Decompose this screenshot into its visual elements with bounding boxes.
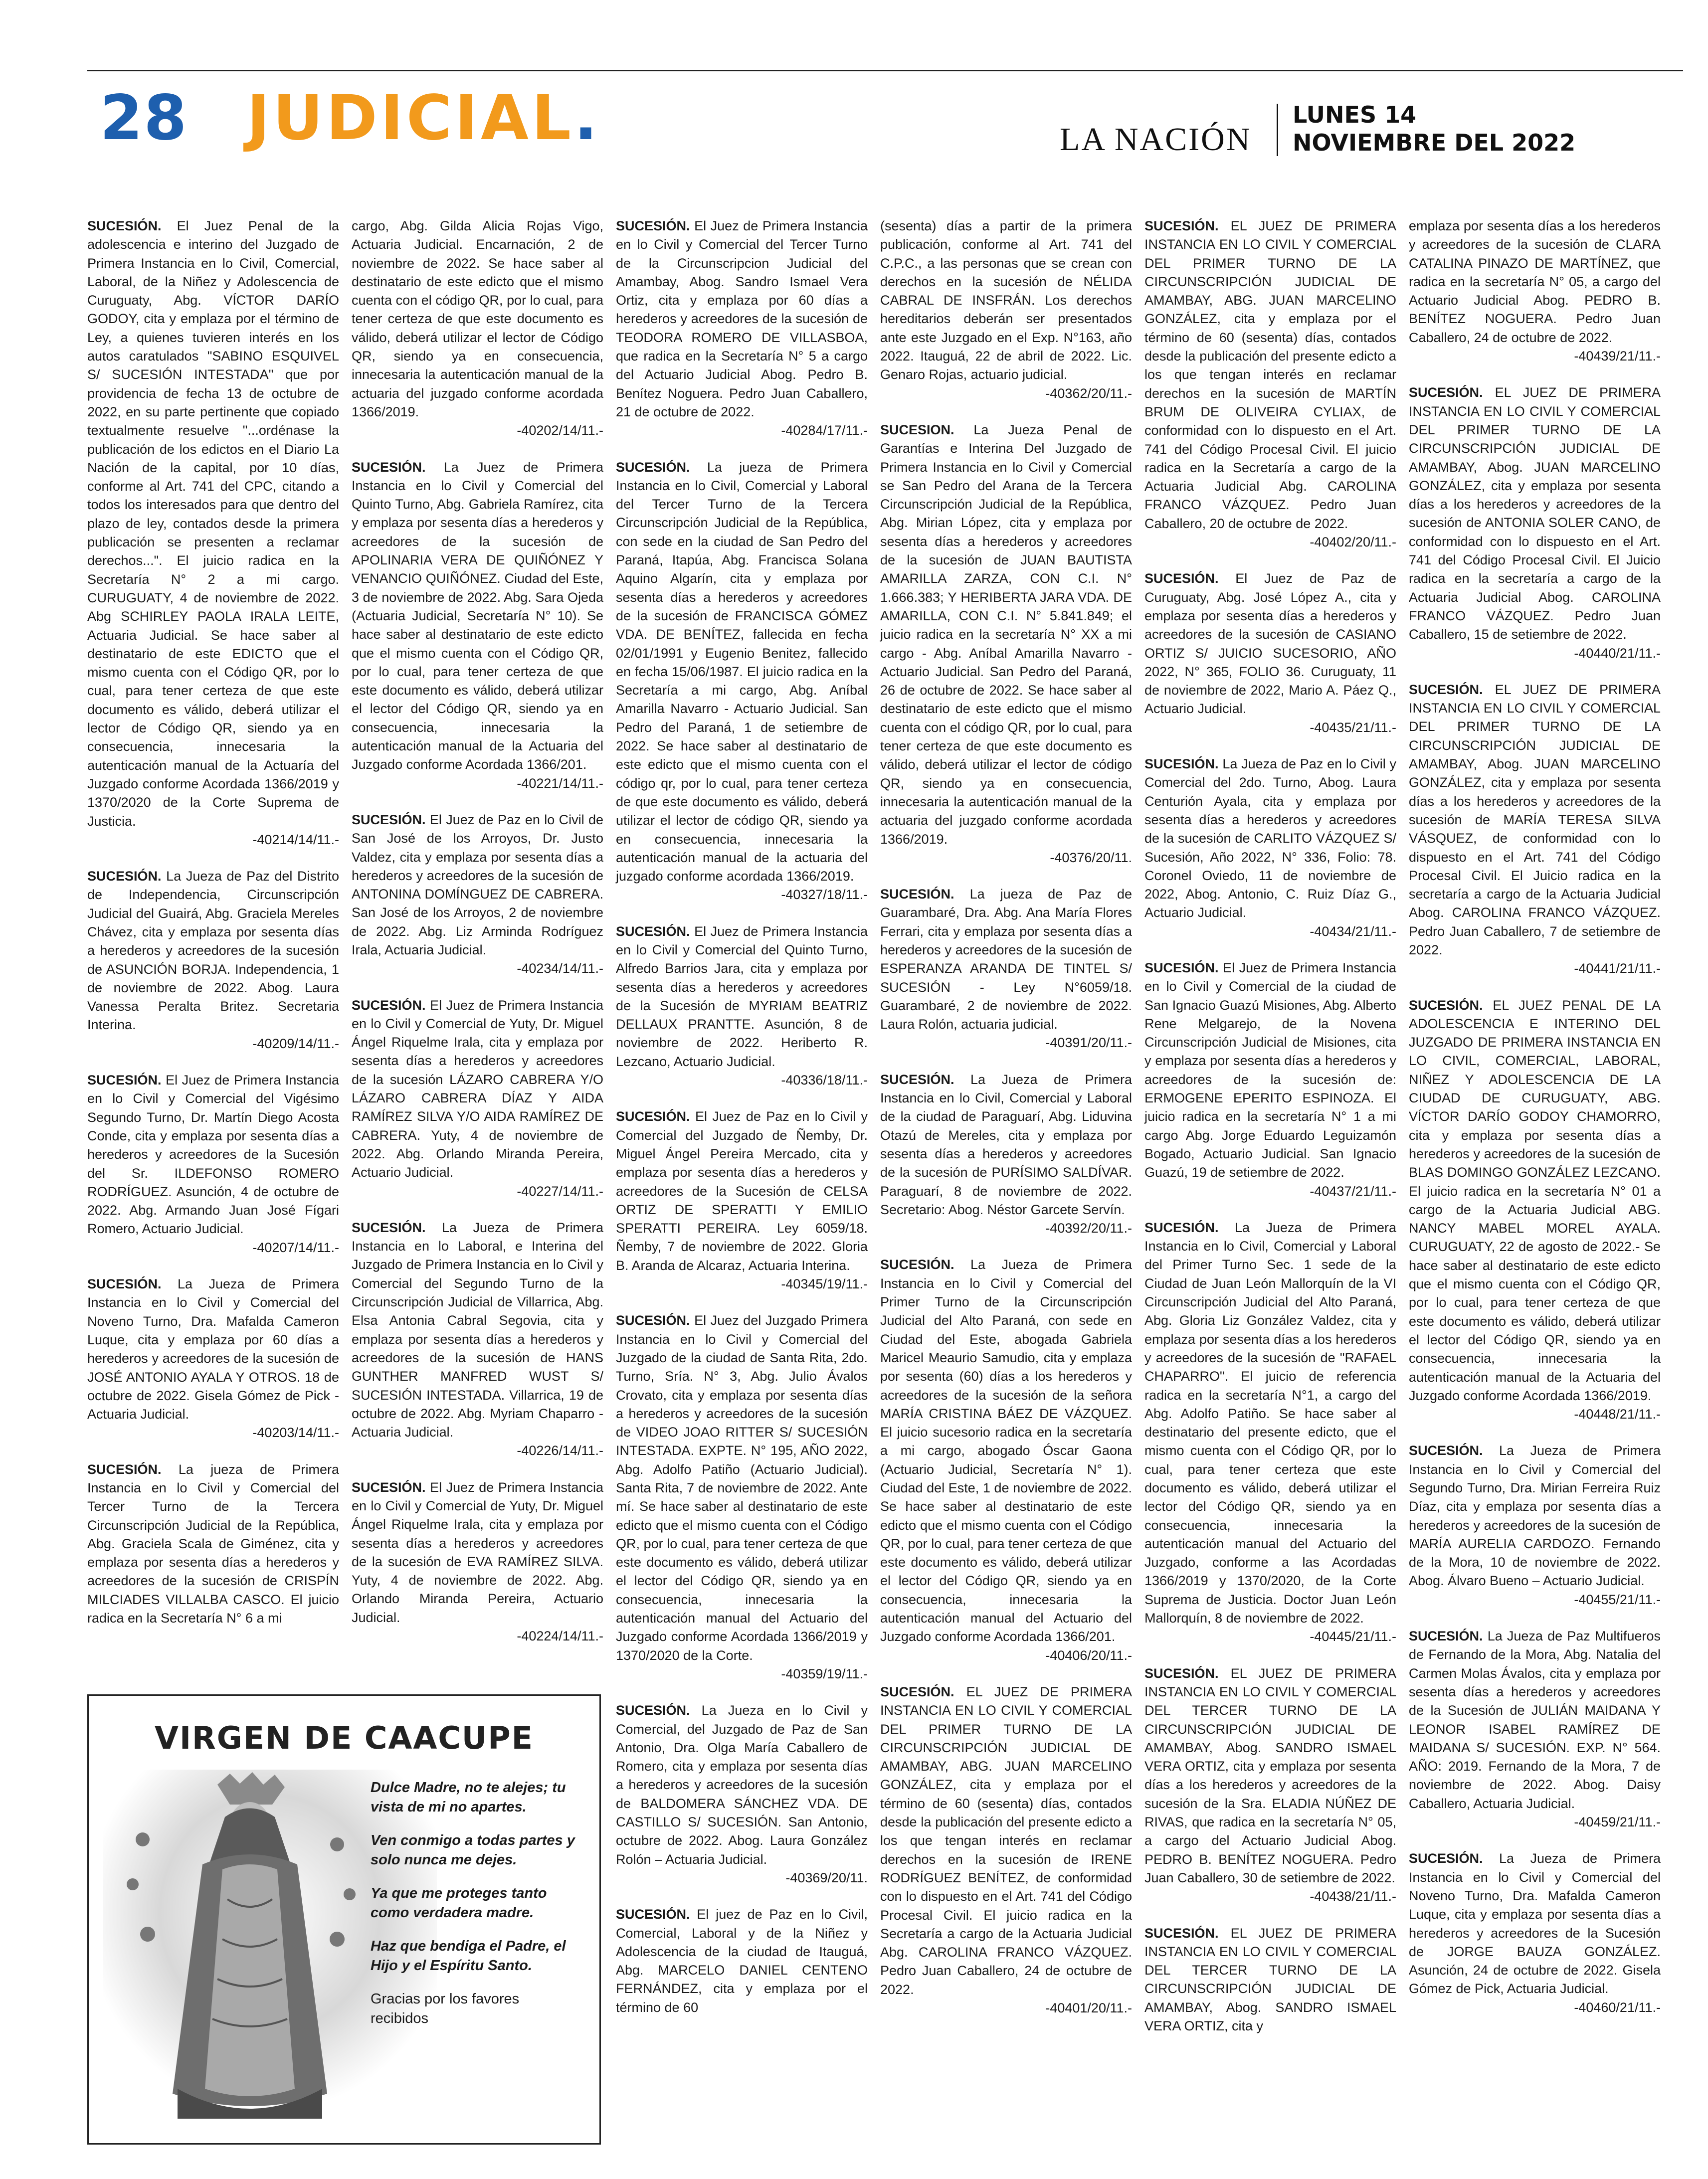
edict-notice [1409, 1849, 1661, 2017]
section-name: JUDICIAL [247, 82, 574, 154]
notice-heading: SUCESIÓN. [880, 1072, 954, 1087]
notice-heading: SUCESION. [880, 422, 954, 437]
notice-body: El Juez de Primera Instancia en lo Civil y Comercial del Tercer Turno de la Circunscripcion Judicial del Amambay, Abog. Sandro Ismael Vera Ortiz, cita y emplaza por 60 días a herederos y acreedores de la sucesión de TEODORA ROMERO DE VILLASBOA, que radica en la Secretaría N° 5 a cargo del Actuario Judicial Abog. Pedro B. Benítez Noguera. Pedro Juan Caballero, 21 de octubre de 2022. [616, 218, 868, 419]
edict-notice [1144, 959, 1396, 1201]
prayer-box [87, 1694, 601, 2145]
notice-code: -40440/21/11.- [1574, 645, 1661, 661]
notice-code: -40227/14/11.- [517, 1183, 603, 1199]
notice-code: -40441/21/11.- [1574, 961, 1661, 976]
notice-body: EL JUEZ DE PRIMERA INSTANCIA EN LO CIVIL Y COMERCIAL DEL TERCER TURNO DE LA CIRCUNSCRIPCIÓN JUDICIAL DE AMAMBAY, Abog. SANDRO ISMAEL VERA ORTIZ, cita y [1144, 1925, 1396, 2034]
notice-heading: SUCESIÓN. [616, 923, 690, 939]
notice-heading: SUCESIÓN. [616, 1907, 690, 1922]
notice-heading: SUCESIÓN. [87, 1276, 162, 1292]
edict-notice [1144, 1924, 1396, 2036]
notice-body: La Jueza de Primera Instancia en lo Civil y Comercial del Noveno Turno, Dra. Mafalda Cameron Luque, cita y emplaza por sesenta días a herederos y acreedores de la Sucesión de JORGE BAUZA GONZÁLEZ. Asunción, 24 de octubre de 2022. Gisela Gómez de Pick, Actuaria Judicial. [1409, 1851, 1661, 1997]
edict-notice [1409, 681, 1661, 978]
notice-body: El Juez de Primera Instancia en lo Civil y Comercial del Vigésimo Segundo Turno, Dr. Martín Diego Acosta Conde, cita y emplaza por sesenta días a herederos y acreedores de la Sucesión del Sr. ILDEFONSO ROMERO RODRÍGUEZ. Asunción, 4 de octubre de 2022. Abg. Armando Juan José Fígari Romero, Actuario Judicial. [87, 1073, 339, 1237]
edict-notice [616, 1311, 868, 1683]
page-number: 28 [100, 82, 188, 154]
edict-notice [880, 885, 1132, 1053]
notice-body: EL JUEZ DE PRIMERA INSTANCIA EN LO CIVIL Y COMERCIAL DEL PRIMER TURNO DE LA CIRCUNSCRIPCIÓN JUDICIAL DE AMAMBAY, Abog. JUAN MARCELINO GONZÁLEZ, cita y emplaza por sesenta días a los herederos y acreedores de la sucesión de MARÍA TERESA SILVA VÁSQUEZ, de conformidad con lo dispuesto en el Art. 741 del Código Procesal Civil. El Juicio radica en la secretaría a cargo de la Actuaria Judicial Abog. CAROLINA FRANCO VÁZQUEZ. Pedro Juan Caballero, 7 de setiembre de 2022. [1409, 682, 1661, 957]
column-4 [880, 217, 1132, 2035]
notice-code: -40406/20/11.- [1045, 1647, 1132, 1663]
notice-heading: SUCESIÓN. [1144, 756, 1219, 772]
notice-code: -40402/20/11.- [1310, 535, 1396, 550]
edict-notice [616, 1905, 868, 2017]
edict-notice [616, 922, 868, 1090]
notice-heading: SUCESIÓN. [616, 1109, 690, 1124]
edict-notice [87, 867, 339, 1053]
notice-code: -40345/19/11.- [781, 1276, 868, 1292]
notice-code: -40226/14/11.- [517, 1443, 603, 1458]
notice-body: EL JUEZ DE PRIMERA INSTANCIA EN LO CIVIL Y COMERCIAL DEL PRIMER TURNO DE LA CIRCUNSCRIPCIÓN JUDICIAL DE AMAMBAY, Abog. JUAN MARCELINO GONZÁLEZ, cita y emplaza por sesenta días a los herederos y acreedores de la sucesión de ANTONIA SOLER CANO, de conformidad con lo dispuesto en el Art. 741 del Código Procesal Civil. El Juicio radica en la secretaría a cargo de la Actuaria Judicial Abog. CAROLINA FRANCO VÁZQUEZ. Pedro Juan Caballero, 15 de setiembre de 2022. [1409, 385, 1661, 642]
edict-notice [1409, 217, 1661, 365]
notice-body: El Juez de Paz de Curuguaty, Abg. José López A., cita y emplaza por sesenta días a herederos y acreedores de la sucesión de CASIANO ORTIZ S/ JUICIO SUCESORIO, AÑO 2022, N° 365, FOLIO 36. Curuguaty, 11 de noviembre de 2022, Mario A. Páez Q., Actuario Judicial. [1144, 571, 1396, 717]
column-5 [1144, 217, 1396, 2053]
notice-body: emplaza por sesenta días a los herederos y acreedores de la sucesión de CLARA CATALINA PINAZO DE MARTÍNEZ, que radica en la secretaría N° 05, a cargo del Actuario Judicial Abog. PEDRO B. BENÍTEZ NOGUERA. Pedro Juan Caballero, 24 de octubre de 2022. [1409, 218, 1661, 345]
notice-heading: SUCESIÓN. [352, 997, 426, 1013]
notice-heading: SUCESIÓN. [616, 218, 690, 233]
edict-notice [352, 811, 603, 978]
edict-notice [616, 1107, 868, 1293]
notice-heading: SUCESIÓN. [352, 459, 426, 475]
masthead-divider [1277, 104, 1278, 156]
notice-code: -40327/18/11.- [781, 887, 868, 903]
edict-notice [880, 421, 1132, 867]
notice-code: -40455/21/11.- [1574, 1592, 1661, 1607]
notice-body: EL JUEZ DE PRIMERA INSTANCIA EN LO CIVIL Y COMERCIAL DEL PRIMER TURNO DE LA CIRCUNSCRIPCIÓN JUDICIAL DE AMAMBAY, ABG. JUAN MARCELINO GONZÁLEZ, cita y emplaza por el término de 60 (sesenta) días, contados desde la publicación del presente edicto a los que tengan interés en reclamar derechos en la sucesión de MARTÍN BRUM DE OLIVEIRA CYLIAX, de conformidad con lo dispuesto en el Art. 741 del Código Procesal Civil. El juicio radica en la Secretaría a cargo de la Actuaria Judicial Abg. CAROLINA FRANCO VÁZQUEZ. Pedro Juan Caballero, 20 de octubre de 2022. [1144, 218, 1396, 531]
column-3 [616, 217, 868, 2035]
dateline [1293, 101, 1575, 157]
notice-body: El Juez de Paz en lo Civil y Comercial del Juzgado de Ñemby, Dr. Miguel Ángel Pereira Mercado, cita y emplaza por sesenta días a herederos y acreedores de la Sucesión de CELSA ORTIZ DE SPERATTI Y EMILIO SPERATTI PEREIRA. Ley 6059/18. Ñemby, 7 de noviembre de 2022. Gloria B. Aranda de Alcaraz, Actuaria Interina. [616, 1109, 868, 1273]
notice-body: La jueza de Primera Instancia en lo Civil y Comercial del Tercer Turno de la Tercera Circunscripción Judicial de la República, Abg. Graciela Scala de Giménez, cita y emplaza por sesenta días a herederos y acreedores de la sucesión de CRISPÍN MILCIADES VILLALBA CASCO. El juicio radica en la Secretaría N° 6 a mi [87, 1461, 339, 1626]
notice-code: -40207/14/11.- [252, 1240, 339, 1255]
notice-code: -40336/18/11.- [781, 1073, 868, 1088]
notice-code: -40369/20/11. [785, 1870, 868, 1885]
notice-body: La Jueza de Primera Instancia en lo Civil y Comercial del Primer Turno de la Circunscripción Judicial del Alto Paraná, con sede en Ciudad del Este, abogada Gabriela Maricel Meaurio Samudio, cita y emplaza por sesenta (60) días a los herederos y acreedores de la sucesión de la señora MARÍA CRISTINA BÁEZ DE VÁZQUEZ. El juicio sucesorio radica en la secretaría a mi cargo, abogado Óscar Gaona (Actuario Judicial, Secretaría N° 1). Ciudad del Este, 1 de noviembre de 2022. Se hace saber al destinatario de este edicto que el mismo cuenta con el Código QR, por lo cual, para tener certeza de que este documento es válido, deberá utilizar el lector del Código QR, siendo ya en consecuencia, innecesaria la autenticación manual del Actuario del Juzgado conforme Acordada 1366/201. [880, 1257, 1132, 1644]
notice-body: La jueza de Paz de Guarambaré, Dra. Abg. Ana María Flores Ferrari, cita y emplaza por sesenta días a herederos y acreedores de la sucesión de ESPERANZA ARANDA DE TINTEL S/ SUCESIÓN - Ley N°6059/18. Guarambaré, 2 de noviembre de 2022. Laura Rolón, actuaria judicial. [880, 887, 1132, 1032]
notice-heading: SUCESIÓN. [880, 1257, 954, 1272]
edict-notice [880, 1071, 1132, 1238]
notice-heading: SUCESIÓN. [1144, 1220, 1219, 1235]
notice-heading: SUCESIÓN. [1409, 682, 1483, 697]
notice-code: -40224/14/11.- [517, 1629, 603, 1644]
column-6 [1409, 217, 1661, 2035]
notice-heading: SUCESIÓN. [1144, 571, 1219, 586]
notice-heading: SUCESIÓN. [87, 218, 162, 233]
notice-body: La Jueza de Primera Instancia en lo Civil, Comercial y Laboral del Primer Turno Sec. 1 sede de la Ciudad de Juan León Mallorquín de la VI Circunscripción Judicial del Alto Paraná, Abg. Gloria Liz González Valdez, cita y emplaza por sesenta días a los herederos y acreedores de la sucesión de "RAFAEL CHAPARRO". El juicio de referencia radica en la secretaría N°1, a cargo del Abg. Adolfo Patiño. Se hace saber al destinatario del presente edicto, que el mismo cuenta con el Código QR, por lo cual, para tener certeza que este documento es válido, deberá utilizar el lector del Código QR, siendo ya en consecuencia, innecesaria la autenticación manual del Actuario del Juzgado, conforme a las Acordadas 1366/2019 y 1370/2020, de la Corte Suprema de Justicia. Doctor Juan León Mallorquín, 8 de noviembre de 2022. [1144, 1220, 1396, 1626]
edict-notice [352, 1219, 603, 1460]
edict-notice [1409, 1627, 1661, 1831]
notice-body: La jueza de Primera Instancia en lo Civil, Comercial y Laboral del Tercer Turno de la Tercera Circunscripción Judicial de la República, con sede en la ciudad de San Pedro del Paraná, Itapúa, Abg. Francisca Solana Aquino Algarín, cita y emplaza por sesenta días a herederos y acreedores de la sucesión de FRANCISCA GÓMEZ VDA. DE BENÍTEZ, fallecida en fecha 02/01/1991 y Eugenio Benitez, fallecido en fecha 15/06/1987. El juicio radica en la Secretaría a mi cargo, Abg. Aníbal Amarilla Navarro - Actuario Judicial. San Pedro del Paraná, 1 de setiembre de 2022. Se hace saber al destinatario de este edicto que el mismo cuenta con el código qr, por lo cual, para tener certeza de que este documento es válido, deberá utilizar el lector de código QR, siendo ya en consecuencia, innecesaria la autenticación manual de la actuaria del juzgado conforme acordada 1366/2019. [616, 459, 868, 884]
edict-notice [616, 458, 868, 905]
notice-code: -40234/14/11.- [517, 961, 603, 976]
dateline-date: NOVIEMBRE DEL 2022 [1293, 129, 1576, 156]
edict-notice [880, 1683, 1132, 2017]
notice-body: La Jueza de Paz del Distrito de Independencia, Circunscripción Judicial del Guairá, Abg. Graciela Mereles Chávez, cita y emplaza por sesenta días a herederos y acreedores de la sucesión de ASUNCIÓN BORJA. Independencia, 1 de noviembre de 2022. Abog. Laura Vanessa Peralta Britez. Secretaria Interina. [87, 869, 339, 1033]
edict-notice [1144, 217, 1396, 551]
notice-body: EL JUEZ PENAL DE LA ADOLESCENCIA E INTERINO DEL JUZGADO DE PRIMERA INSTANCIA EN LO CIVIL, COMERCIAL, LABORAL, NIÑEZ Y ADOLESCENCIA DE LA CIUDAD DE CURUGUATY, ABG. VÍCTOR DARÍO GODOY CHAMORRO, cita y emplaza por sesenta días a herederos y acreedores de la sucesión de BLAS DOMINGO GONZÁLEZ LEZCANO. El juicio radica en la secretaría N° 01 a cargo de la Actuaria Judicial ABG. NANCY MABEL MOREL AYALA. CURUGUATY, 22 de agosto de 2022.- Se hace saber al destinatario de este edicto que el mismo cuenta con el Código QR, por lo cual, para tener certeza de que este documento es válido, deberá utilizar el lector del Código QR, siendo ya en consecuencia, innecesaria la autenticación manual de la Actuaria del Juzgado conforme Acordada 1366/2019. [1409, 997, 1661, 1403]
notice-code: -40445/21/11.- [1310, 1629, 1396, 1644]
notice-code: -40202/14/11.- [517, 423, 603, 438]
notice-heading: SUCESIÓN. [352, 1479, 426, 1495]
notice-body: El Juez de Paz en lo Civil de San José de los Arroyos, Dr. Justo Valdez, cita y emplaza por sesenta días a herederos y acreedores de la sucesión de ANTONINA DOMÍNGUEZ DE CABRERA. San José de los Arroyos, 2 de noviembre de 2022. Abg. Liz Arminda Rodríguez Irala, Actuaria Judicial. [352, 812, 603, 957]
edict-notice [87, 1071, 339, 1257]
notice-body: El Juez de Primera Instancia en lo Civil y Comercial de Yuty, Dr. Miguel Ángel Riquelme Irala, cita y emplaza por sesenta días a herederos y acreedores de la sucesión de EVA RAMÍREZ SILVA. Yuty, 4 de noviembre de 2022. Abg. Orlando Miranda Pereira, Actuario Judicial. [352, 1479, 603, 1625]
notice-heading: SUCESIÓN. [352, 1220, 426, 1235]
notice-code: -40435/21/11.- [1310, 720, 1396, 735]
edict-notice [87, 217, 339, 849]
prayer-thanks: Gracias por los favores recibidos [371, 1991, 520, 2026]
notice-code: -40448/21/11.- [1574, 1407, 1661, 1422]
notice-body: cargo, Abg. Gilda Alicia Rojas Vigo, Actuaria Judicial. Encarnación, 2 de noviembre de 2022. Se hace saber al destinatario de este edicto que el mismo cuenta con el código QR, por lo cual, para tener certeza de que este documento es válido, deberá utilizar el lector de Código QR, siendo ya en consecuencia, innecesaria la autenticación manual de la actuaria del juzgado conforme acordada 1366/2019. [352, 218, 603, 419]
prayer-title: VIRGEN DE CAACUPE [154, 1720, 534, 1756]
edict-notice [352, 1478, 603, 1646]
notice-code: -40401/20/11.- [1045, 2000, 1132, 2016]
prayer-text [371, 1778, 580, 2042]
edict-notice [352, 996, 603, 1201]
notice-body: EL JUEZ DE PRIMERA INSTANCIA EN LO CIVIL Y COMERCIAL DEL PRIMER TURNO DE LA CIRCUNSCRIPCIÓN JUDICIAL DE AMAMBAY, ABG. JUAN MARCELINO GONZÁLEZ, cita y emplaza por el término de 60 (sesenta) días, contados desde la publicación del presente edicto a los que tengan interés en reclamar derechos en la sucesión de IRENE RODRÍGUEZ BENÍTEZ, de conformidad con lo dispuesto en el Art. 741 del Código Procesal Civil. El juicio radica en la Secretaría a cargo de la Actuaria Judicial Abg. CAROLINA FRANCO VÁZQUEZ. Pedro Juan Caballero, 24 de octubre de 2022. [880, 1684, 1132, 1997]
section-title [247, 82, 601, 154]
notice-body: El Juez del Juzgado Primera Instancia en lo Civil y Comercial del Juzgado de la ciudad de Santa Rita, 2do. Turno, Sría. N° 3, Abg. Julio Ávalos Crovato, cita y emplaza por sesenta días a herederos y acreedores de la sucesión de VIDEO JOAO RITTER S/ SUCESIÓN INTESTADA. EXPTE. N° 195, AÑO 2022, Abg. Adolfo Patiño (Actuario Judicial). Santa Rita, 7 de noviembre de 2022. Ante mí. Se hace saber al destinatario de este edicto que el mismo cuenta con el Código QR, por lo cual, para tener certeza de que este documento es válido, deberá utilizar el lector del Código QR, siendo ya en consecuencia, innecesaria la autenticación manual del Actuario del Juzgado conforme Acordada 1366/2019 y 1370/2020 de la Corte. [616, 1313, 868, 1663]
notice-body: La Jueza de Primera Instancia en lo Civil y Comercial del Noveno Turno, Dra. Mafalda Cameron Luque, cita y emplaza por 60 días a herederos y acreedores de la sucesión de JOSÉ ANTONIO AYALA Y OTROS. 18 de octubre de 2022. Gisela Gómez de Pick - Actuaria Judicial. [87, 1276, 339, 1422]
edict-notice [352, 217, 603, 440]
notice-body: La Jueza en lo Civil y Comercial, del Juzgado de Paz de San Antonio, Dra. Olga María Caballero de Romero, cita y emplaza por sesenta días a herederos y acreedores de la sucesión de BALDOMERA SÁNCHEZ VDA. DE CASTILLO S/ SUCESIÓN. San Antonio, octubre de 2022. Abog. Laura González Rolón – Actuaria Judicial. [616, 1703, 868, 1867]
edict-notice [1409, 1442, 1661, 1609]
notice-heading: SUCESIÓN. [616, 459, 690, 475]
edict-notice [1409, 383, 1661, 662]
notice-body: La Jueza de Primera Instancia en lo Civil y Comercial del Segundo Turno, Dra. Mirian Ferreira Ruiz Díaz, cita y emplaza por sesenta días a herederos y acreedores de la sucesión de MARÍA AURELIA CARDOZO. Fernando de la Mora, 10 de noviembre de 2022. Abog. Álvaro Bueno – Actuario Judicial. [1409, 1443, 1661, 1589]
notice-code: -40439/21/11.- [1574, 349, 1661, 364]
notice-body: El juez de Paz en lo Civil, Comercial, Laboral y de la Niñez y Adolescencia de la ciudad de Itauguá, Abg. MARCELO DANIEL CENTENO FERNÁNDEZ, cita y emplaza por el término de 60 [616, 1907, 868, 2015]
notice-body: El Juez de Primera Instancia en lo Civil y Comercial de la ciudad de San Ignacio Guazú Misiones, Abg. Alberto Rene Melgarejo, de la Novena Circunscripción Judicial de Misiones, cita y emplaza por sesenta días a herederos y acreedores de la sucesión de: ERMOGENE EPERITO ESPINOZA. El juicio radica en la secretaría N° 1 a mi cargo Abg. Jorge Eduardo Leguizamón Bogado, Actuario Judicial. San Ignacio Guazú, 19 de setiembre de 2022. [1144, 960, 1396, 1180]
notice-heading: SUCESIÓN. [87, 1073, 162, 1088]
edict-notice [880, 217, 1132, 403]
notice-code: -40392/20/11.- [1045, 1221, 1132, 1236]
edict-notice [352, 458, 603, 793]
notice-body: El Juez Penal de la adolescencia e interino del Juzgado de Primera Instancia en lo Civil, Comercial, Laboral, de la Niñez y Adolescencia de Curuguaty, Abg. VÍCTOR DARÍO GODOY, cita y emplaza por el término de Ley, a quienes tuvieren interés en los autos caratulados "SABINO ESQUIVEL S/ SUCESIÓN INTESTADA" que por providencia de fecha 13 de octubre de 2022, en su parte pertinente que copiado textualmente resuelve "...ordénase la publicación de los edictos en el Diario La Nación de la capital, por 10 días, conforme al Art. 741 del CPC, citando a todos los interesados para que dentro del plazo de ley, contados desde la primera publicación se presenten a reclamar derechos...". El juicio radica en la Secretaría N° 2 a mi cargo. CURUGUATY, 4 de noviembre de 2022. Abg SCHIRLEY PAOLA IRALA LEITE, Actuaria Judicial. Se hace saber al destinatario de este EDICTO que el mismo cuenta con el Código QR, por lo cual, para tener certeza de que este documento es válido, deberá utilizar el lector de Código QR, siendo ya en consecuencia, innecesaria la autenticación manual de la Actuaría del Juzgado conforme Acordada 1366/2019 y 1370/2020 de la Corte Suprema de Justicia. [87, 218, 339, 829]
notice-body: La Jueza Penal de Garantías e Interina Del Juzgado de Primera Instancia en lo Civil y Comercial se San Pedro del Arana de la Tercera Circunscripción Judicial de la República, Abg. Mirian López, cita y emplaza por sesenta días a herederos y acreedores de la sucesión de JUAN BAUTISTA AMARILLA ZARZA, CON C.I. N° 1.666.383; Y HERIBERTA JARA VDA. DE AMARILLA, CON C.I. N° 5.841.849; el juicio radica en la secretaría N° XX a mi cargo - Abg. Aníbal Amarilla Navarro - Actuario Judicial. San Pedro del Paraná, 26 de octubre de 2022. Se hace saber al destinatario de este edicto que el mismo cuenta con el código QR, por lo cual, para tener certeza de que este documento es válido, deberá utilizar el lector de código QR, siendo ya en consecuencia, innecesaria la autenticación manual de la actuaria del juzgado conforme acordada 1366/2019. [880, 422, 1132, 847]
notice-body: EL JUEZ DE PRIMERA INSTANCIA EN LO CIVIL Y COMERCIAL DEL TERCER TURNO DE LA CIRCUNSCRIPCIÓN JUDICIAL DE AMAMBAY, Abog. SANDRO ISMAEL VERA ORTIZ, cita y emplaza por sesenta días a los herederos y acreedores de la sucesión de la Sra. ELADIA NÚÑEZ DE RIVAS, que radica en la secretaría N° 05, a cargo del Actuario Judicial Abog. PEDRO B. BENÍTEZ NOGUERA. Pedro Juan Caballero, 30 de setiembre de 2022. [1144, 1665, 1396, 1885]
column-1 [87, 217, 339, 1673]
edict-notice [1144, 755, 1396, 941]
prayer-stanza: Ya que me proteges tanto como verdadera madre. [371, 1885, 547, 1921]
edict-notice [1144, 1219, 1396, 1646]
notice-heading: SUCESIÓN. [616, 1313, 690, 1328]
column-2 [352, 217, 603, 1663]
dateline-day: LUNES 14 [1293, 101, 1417, 128]
notice-heading: SUCESIÓN. [352, 812, 426, 827]
notice-heading: SUCESIÓN. [880, 1684, 954, 1699]
edict-notice [1144, 569, 1396, 737]
edict-notice [616, 217, 868, 440]
notice-heading: SUCESIÓN. [616, 1703, 690, 1718]
notice-heading: SUCESIÓN. [1409, 997, 1483, 1013]
notice-code: -40438/21/11.- [1310, 1889, 1396, 1904]
edict-notice [1409, 996, 1661, 1424]
notice-heading: SUCESIÓN. [880, 887, 954, 902]
notice-body: La Jueza de Primera Instancia en lo Laboral, e Interina del Juzgado de Primera Instancia en lo Civil y Comercial del Segundo Turno de la Circunscripción Judicial de Villarrica, Abg. Elsa Antonia Cabral Segovia, cita y emplaza por sesenta días a herederos y acreedores de la sucesión de HANS GUNTHER MANFRED WUST S/ SUCESIÓN INTESTADA. Villarrica, 19 de octubre de 2022. Abg. Myriam Chaparro - Actuaria Judicial. [352, 1220, 603, 1440]
notice-code: -40203/14/11.- [252, 1425, 339, 1441]
prayer-stanza: Haz que bendiga el Padre, el Hijo y el Espíritu Santo. [371, 1938, 566, 1974]
notice-code: -40214/14/11.- [252, 832, 339, 847]
notice-heading: SUCESIÓN. [1144, 1665, 1219, 1681]
notice-heading: SUCESIÓN. [1144, 1925, 1219, 1941]
edict-notice [616, 1701, 868, 1887]
notice-body: La Jueza de Paz Multifueros de Fernando de la Mora, Abg. Natalia del Carmen Molas Ávalos, cita y emplaza por sesenta días a herederos y acreedores de la Sucesión de JULIÁN MAIDANA Y LEONOR ISABEL RAMÍREZ DE MAIDANA S/ SUCESIÓN. EXP. N° 564. AÑO: 2019. Fernando de la Mora, 7 de noviembre de 2022. Abog. Daisy Caballero, Actuaria Judicial. [1409, 1629, 1661, 1811]
notice-heading: SUCESIÓN. [1409, 1443, 1483, 1458]
section-dot: . [574, 82, 601, 154]
masthead-logo: LA NACIÓN [1060, 121, 1252, 158]
edict-notice [880, 1256, 1132, 1665]
notice-code: -40459/21/11.- [1574, 1815, 1661, 1830]
notice-code: -40391/20/11.- [1045, 1035, 1132, 1051]
notice-code: -40359/19/11.- [781, 1666, 868, 1681]
notice-code: -40434/21/11.- [1310, 923, 1396, 939]
notice-body: El Juez de Primera Instancia en lo Civil y Comercial del Quinto Turno, Alfredo Barrios Jara, cita y emplaza por sesenta días a herederos y acreedores de la Sucesión de MYRIAM BEATRIZ DELLAUX PRANTTE. Asunción, 8 de noviembre de 2022. Heriberto R. Lezcano, Actuario Judicial. [616, 923, 868, 1069]
notice-heading: SUCESIÓN. [1409, 1629, 1483, 1644]
notice-heading: SUCESIÓN. [1144, 960, 1219, 975]
edict-notice [87, 1275, 339, 1443]
notice-code: -40221/14/11.- [517, 775, 603, 791]
notice-heading: SUCESIÓN. [1409, 385, 1483, 400]
notice-code: -40209/14/11.- [252, 1036, 339, 1051]
notice-code: -40437/21/11.- [1310, 1183, 1396, 1199]
prayer-stanza: Ven conmigo a todas partes y solo nunca me dejes. [371, 1832, 575, 1868]
notice-body: La Juez de Primera Instancia en lo Civil y Comercial del Quinto Turno, Abg. Gabriela Ramírez, cita y emplaza por sesenta días a herederos y acreedores de la sucesión de APOLINARIA VERA DE QUIÑÓNEZ Y VENANCIO QUIÑÓNEZ. Ciudad del Este, 3 de noviembre de 2022. Abg. Sara Ojeda (Actuaria Judicial, Secretaría N° 10). Se hace saber al destinatario de este edicto que el mismo cuenta con el Código QR, por lo cual, para tener certeza de que este documento es válido, deberá utilizar el lector del Código QR, siendo ya en consecuencia, innecesaria la autenticación manual de la Actuaria del Juzgado conforme Acordada 1366/201. [352, 459, 603, 772]
header-rule [87, 70, 1683, 71]
notice-code: -40460/21/11.- [1574, 1999, 1661, 2015]
notice-heading: SUCESIÓN. [87, 1461, 162, 1477]
notice-body: La Jueza de Paz en lo Civil y Comercial del 2do. Turno, Abog. Laura Centurión Ayala, cita y emplaza por sesenta días a herederos y acreedores de la sucesión de CARLITO VÁZQUEZ S/ Sucesión, Año 2022, N° 336, Folio: 78. Coronel Oviedo, 11 de noviembre de 2022, Abog. Antonio, C. Ruiz Díaz G., Actuario Judicial. [1144, 756, 1396, 920]
notice-body: La Jueza de Primera Instancia en lo Civil, Comercial y Laboral de la ciudad de Paraguarí, Abg. Liduvina Otazú de Mereles, cita y emplaza por sesenta días a herederos y acreedores de la sucesión de PURÍSIMO SALDÍVAR. Paraguarí, 8 de noviembre de 2022. Secretario: Abog. Néstor Garcete Servín. [880, 1072, 1132, 1217]
notice-code: -40376/20/11. [1050, 850, 1132, 865]
notice-body: El Juez de Primera Instancia en lo Civil y Comercial de Yuty, Dr. Miguel Ángel Riquelme Irala, cita y emplaza por sesenta días a herederos y acreedores de la sucesión LÁZARO CABRERA Y/O LÁZARO CABRERA DÍAZ Y AIDA RAMÍREZ SILVA Y/O AIDA RAMÍREZ DE CABRERA. Yuty, 4 de noviembre de 2022. Abg. Orlando Miranda Pereira, Actuario Judicial. [352, 997, 603, 1180]
notice-heading: SUCESIÓN. [87, 869, 162, 884]
prayer-stanza: Dulce Madre, no te alejes; tu vista de mi no apartes. [371, 1780, 566, 1815]
notice-heading: SUCESIÓN. [1144, 218, 1219, 233]
notice-body: (sesenta) días a partir de la primera publicación, conforme al Art. 741 del C.P.C., a las personas que se crean con derechos en la sucesión de NÉLIDA CABRAL DE INSFRÁN. Los derechos hereditarios deberán ser presentados ante este Juzgado en el Exp. N°163, año 2022. Itauguá, 22 de abril de 2022. Lic. Genaro Rojas, actuario judicial. [880, 218, 1132, 382]
notice-heading: SUCESIÓN. [1409, 1851, 1483, 1866]
notice-code: -40284/17/11.- [781, 423, 868, 438]
edict-notice [87, 1460, 339, 1628]
notice-code: -40362/20/11.- [1045, 385, 1132, 401]
edict-notice [1144, 1664, 1396, 1906]
